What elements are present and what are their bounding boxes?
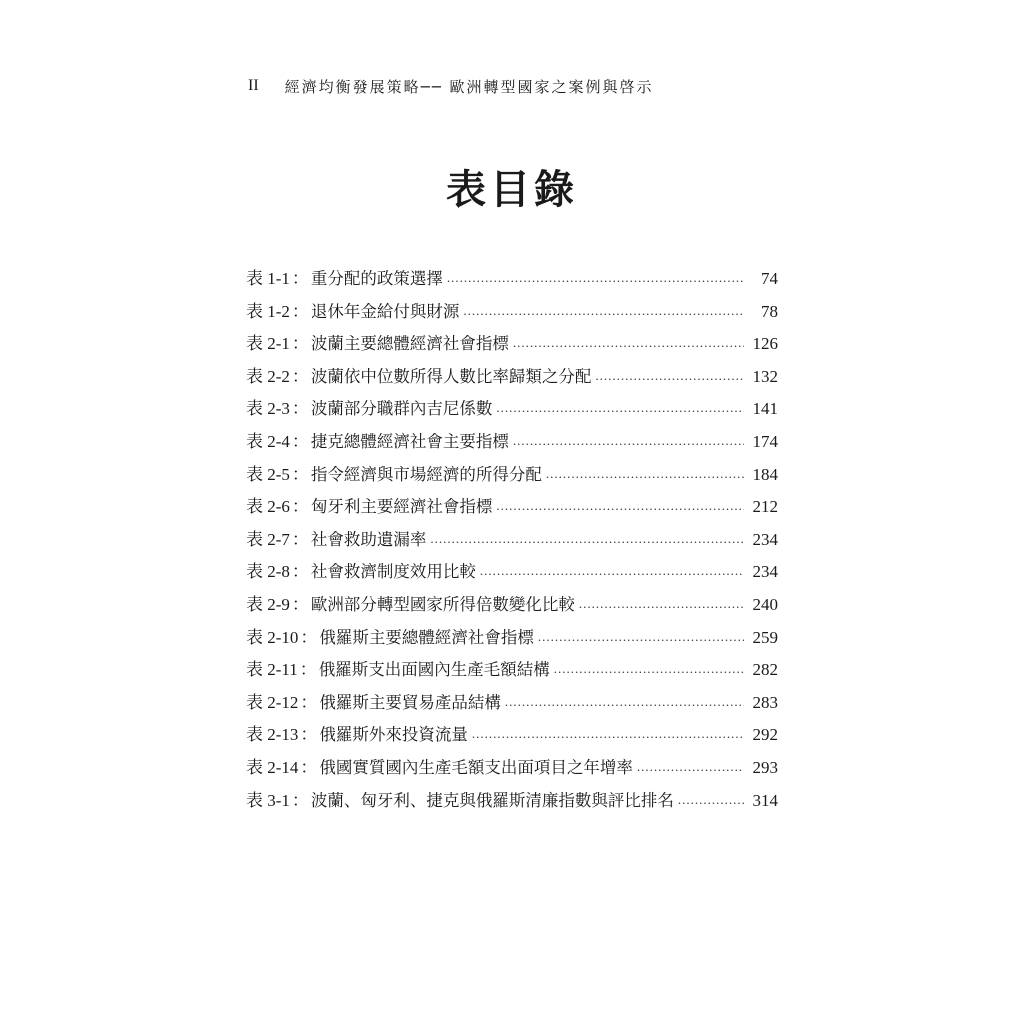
toc-entry-separator: ： <box>291 562 309 583</box>
toc-entry-page-number: 78 <box>761 301 778 321</box>
toc-entry-title: 指令經濟與市場經濟的所得分配 <box>310 464 542 484</box>
toc-entry <box>246 720 778 753</box>
toc-entry-label: 表 2-3 <box>246 399 290 419</box>
toc-entry-dot-leader <box>538 626 744 643</box>
toc-entry-separator: ： <box>300 725 318 746</box>
toc-entry <box>246 655 778 688</box>
toc-entry-title: 俄羅斯主要貿易產品結構 <box>319 692 501 712</box>
toc-entry-title: 社會救濟制度效用比較 <box>310 562 476 582</box>
toc-entry-title: 捷克總體經濟社會主要指標 <box>310 431 509 451</box>
toc-entry-label: 表 1-2 <box>246 301 290 321</box>
toc-entry-dot-leader <box>472 723 744 740</box>
toc-entry-label: 表 2-7 <box>246 529 290 549</box>
toc-entry <box>246 427 778 460</box>
toc-entry-page-number: 141 <box>752 399 778 419</box>
toc-entry-title: 波蘭部分職群內吉尼係數 <box>310 399 493 419</box>
toc-entry-page-number: 126 <box>752 334 778 354</box>
toc-entry-separator: ： <box>291 366 309 387</box>
toc-entry-page-number: 314 <box>752 790 778 810</box>
page-title: 表目錄 <box>446 166 578 213</box>
toc-entry-title: 俄國實質國內生產毛額支出面項目之年增率 <box>319 757 633 777</box>
toc-entry-page-number: 234 <box>752 562 778 582</box>
toc-entry <box>246 753 778 786</box>
toc-entry-separator: ： <box>300 692 318 713</box>
table-of-tables <box>246 264 778 818</box>
toc-entry-page-number: 292 <box>752 725 778 745</box>
toc-entry-separator: ： <box>291 529 309 550</box>
toc-entry-page-number: 74 <box>761 269 778 288</box>
toc-entry <box>246 264 778 297</box>
toc-entry <box>246 590 778 623</box>
toc-entry-dot-leader <box>513 332 744 349</box>
toc-entry-separator: ： <box>299 660 317 681</box>
toc-entry-page-number: 234 <box>752 529 778 549</box>
toc-entry-label: 表 2-10 <box>246 627 299 647</box>
toc-entry <box>246 460 778 493</box>
toc-entry-label: 表 1-1 <box>246 269 290 288</box>
toc-entry-label: 表 2-12 <box>246 692 299 712</box>
running-head-book-title: 經濟均衡發展策略── 歐洲轉型國家之案例與啓示 <box>284 77 654 96</box>
toc-entry-separator: ： <box>291 301 309 322</box>
toc-entry-separator: ： <box>291 334 309 355</box>
toc-entry-title: 社會救助遺漏率 <box>310 529 427 549</box>
toc-entry-page-number: 174 <box>752 431 778 451</box>
toc-entry <box>246 329 778 362</box>
toc-entry-label: 表 2-13 <box>246 725 299 745</box>
toc-entry-label: 表 2-5 <box>246 464 290 484</box>
toc-entry-page-number: 283 <box>752 692 778 712</box>
toc-entry-label: 表 2-9 <box>246 594 290 614</box>
toc-entry-label: 表 2-14 <box>246 757 299 777</box>
toc-entry-dot-leader <box>637 756 744 773</box>
toc-entry-separator: ： <box>291 431 309 452</box>
toc-entry-dot-leader <box>554 658 744 675</box>
running-head <box>248 74 654 98</box>
toc-entry-page-number: 282 <box>752 660 778 680</box>
toc-entry-page-number: 132 <box>752 366 778 386</box>
toc-entry-page-number: 184 <box>752 464 778 484</box>
toc-entry-separator: ： <box>291 399 309 420</box>
toc-entry-separator: ： <box>291 594 309 615</box>
toc-entry-separator: ： <box>291 790 309 811</box>
toc-entry-dot-leader <box>480 560 744 577</box>
toc-entry-dot-leader <box>546 463 744 480</box>
toc-entry-separator: ： <box>300 627 318 648</box>
toc-entry-dot-leader <box>430 528 744 545</box>
toc-entry-title: 波蘭、匈牙利、捷克與俄羅斯清廉指數與評比排名 <box>310 790 674 810</box>
toc-entry-title: 俄羅斯外來投資流量 <box>319 725 468 745</box>
toc-entry-label: 表 2-4 <box>246 431 290 451</box>
toc-entry <box>246 623 778 656</box>
toc-entry-separator: ： <box>291 269 309 289</box>
toc-entry-title: 退休年金給付與財源 <box>310 301 460 321</box>
toc-entry <box>246 688 778 721</box>
toc-entry-page-number: 293 <box>752 757 778 777</box>
toc-entry-page-number: 259 <box>752 627 778 647</box>
toc-entry-title: 匈牙利主要經濟社會指標 <box>310 497 493 517</box>
toc-entry-dot-leader <box>595 365 744 382</box>
toc-entry <box>246 557 778 590</box>
toc-entry-label: 表 2-8 <box>246 562 290 582</box>
toc-entry-dot-leader <box>463 300 744 317</box>
toc-entry-separator: ： <box>291 497 309 518</box>
toc-entry-dot-leader <box>447 267 744 284</box>
toc-entry-dot-leader <box>579 593 744 610</box>
toc-entry-title: 歐洲部分轉型國家所得倍數變化比較 <box>310 594 575 614</box>
toc-entry-title: 俄羅斯主要總體經濟社會指標 <box>319 627 534 647</box>
toc-entry-dot-leader <box>496 397 744 414</box>
toc-entry-label: 表 2-1 <box>246 334 290 354</box>
toc-entry-dot-leader <box>505 691 744 708</box>
toc-entry-label: 表 2-11 <box>246 660 298 680</box>
toc-entry-dot-leader <box>678 789 744 806</box>
toc-entry-page-number: 240 <box>752 594 778 614</box>
toc-entry-label: 表 3-1 <box>246 790 290 810</box>
toc-entry-title: 波蘭主要總體經濟社會指標 <box>310 334 509 354</box>
toc-entry <box>246 297 778 330</box>
toc-entry-separator: ： <box>291 464 309 485</box>
toc-entry <box>246 525 778 558</box>
toc-entry <box>246 362 778 395</box>
toc-entry-title: 重分配的政策選擇 <box>310 269 443 288</box>
toc-entry-title: 俄羅斯支出面國內生產毛額結構 <box>318 660 550 680</box>
toc-entry-dot-leader <box>496 495 744 512</box>
toc-entry-label: 表 2-6 <box>246 497 290 517</box>
toc-entry-label: 表 2-2 <box>246 366 290 386</box>
toc-entry <box>246 786 778 819</box>
toc-entry <box>246 492 778 525</box>
toc-entry-dot-leader <box>513 430 744 447</box>
toc-entry <box>246 394 778 427</box>
running-head-page-number: II <box>248 77 259 94</box>
toc-entry-page-number: 212 <box>752 497 778 517</box>
toc-entry-title: 波蘭依中位數所得人數比率歸類之分配 <box>310 366 592 386</box>
toc-entry-separator: ： <box>300 757 318 778</box>
